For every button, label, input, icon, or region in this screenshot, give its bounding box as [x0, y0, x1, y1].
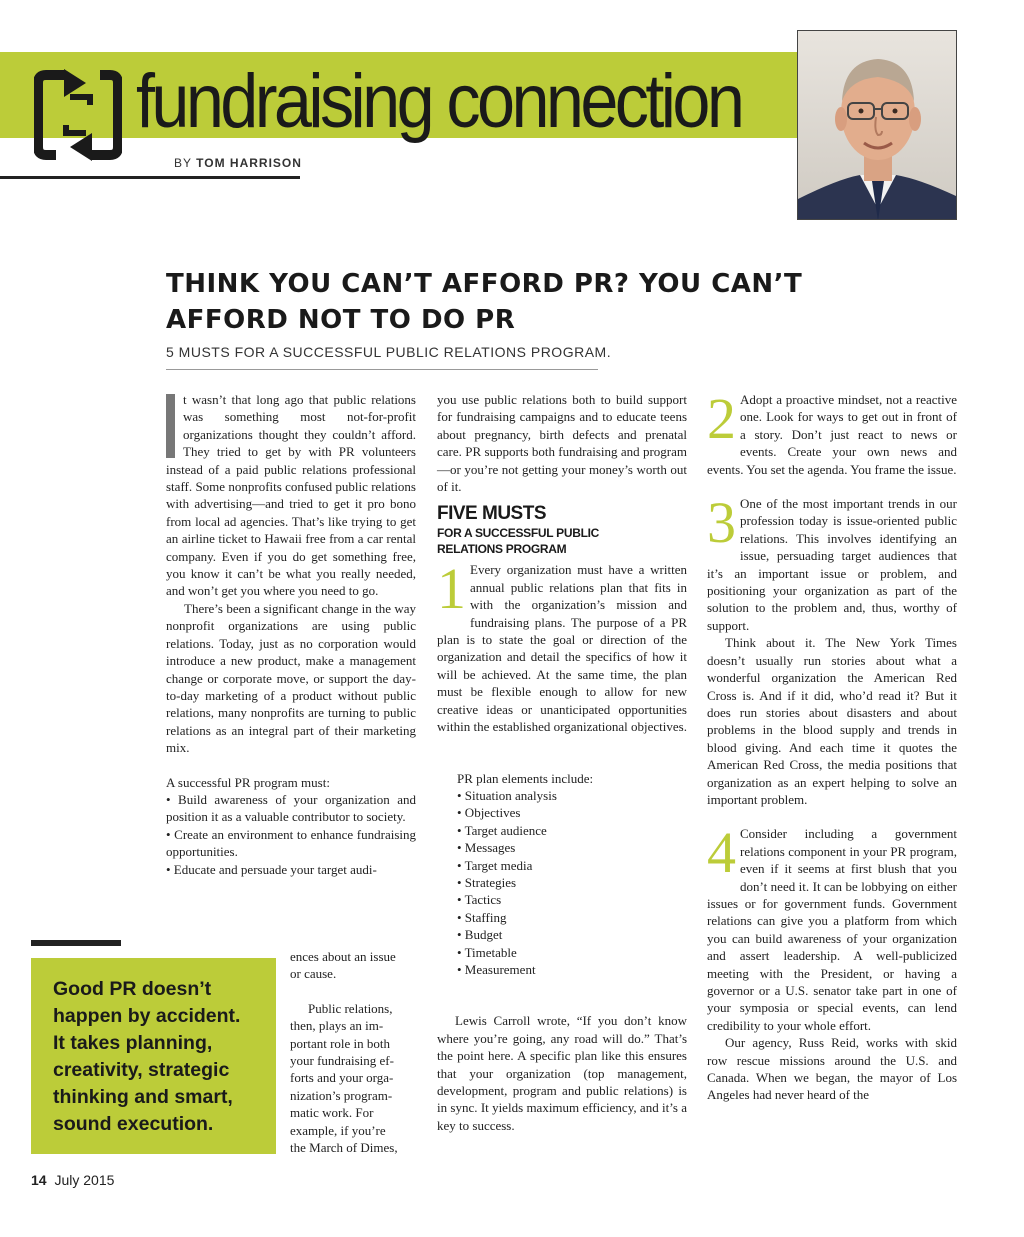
must-item-continued: ences about an issue [290, 949, 396, 964]
article-subhead: 5 MUSTS FOR A SUCCESSFUL PUBLIC RELATIONS PROGRAM. [166, 344, 612, 360]
plan-element-item: • Situation analysis [457, 787, 557, 803]
paragraph-line: then, plays an im- [290, 1018, 384, 1034]
must-item: • Build awareness of your organization and position it as a valuable contributor to society. [166, 791, 416, 825]
must-item-continued: or cause. [290, 966, 337, 982]
body-paragraph: Lewis Carroll wrote, “If you don’t know where you’re going, any road will do.” That’s the point here. A specific plan like this ensures that your organization (top management, development, program and public relations) is in sync. It yields maximum efficiency, and it’s a key to success. [437, 1013, 687, 1133]
must-4-paragraph: 4 Consider including a government relations component in your PR program, even if it seems at first blush that you don’t need it. It can be lobbying on either issues or for government funds. Government relations can give you a platform from which you can build awareness of your organization and assert leadership. A well-publicized meeting with the President, or having a governor or a U.S. senator take part in one of your symposia or special events, can lend credibility to your whole effort. [707, 820, 957, 1033]
refresh-arrows-icon [34, 69, 122, 161]
plan-element-item: • Measurement [457, 961, 536, 977]
pull-quote-line: Good PR doesn’t [53, 978, 212, 1000]
plan-element-item: • Objectives [457, 805, 521, 821]
plan-element-item: • Target media [457, 857, 533, 873]
plan-element-item: • Budget [457, 927, 503, 943]
subhead-rule [166, 369, 598, 370]
must-3-paragraph: 3 One of the most important trends in our profession today is issue-oriented public relations. This involves identifying an issue, persuading target audiences that it’s an important issue or problem, and positioning your organization as part of the solution to the problem and, thus, worthy of support. [707, 490, 957, 633]
public-relations-paragraph [290, 1000, 416, 1157]
column-3 [707, 386, 957, 1104]
number-3: 3 [707, 490, 736, 556]
page-number: 14 [31, 1172, 47, 1188]
paragraph-line: portant role in both [290, 1035, 391, 1051]
byline-author: TOM HARRISON [196, 156, 302, 170]
column-2 [437, 391, 687, 1134]
headline-line-1: THINK YOU CAN’T AFFORD PR? YOU CAN’T [166, 269, 803, 299]
pull-quote-rule [31, 940, 121, 946]
five-musts-subheading: FOR A SUCCESSFUL PUBLIC RELATIONS PROGRAM [437, 526, 599, 557]
body-paragraph: Our agency, Russ Reid, works with skid row rescue missions around the U.S. and Canada. When we began, the mayor of Los Angeles had never heard of the [707, 1035, 957, 1103]
body-paragraph: Think about it. The New York Times doesn’t usually run stories about what a wonderful organization the American Red Cross is. And if it did, who’d read it? But it does run stories about disasters and about problems in the blood supply and trends in blood giving. And each time it quotes the American Red Cross, the media positions that organization as an expert helping to solve an important problem. [707, 635, 957, 807]
must-intro: A successful PR program must: [166, 774, 330, 790]
must-item: • Educate and persuade your target audi- [166, 861, 377, 877]
plan-element-item: • Tactics [457, 892, 502, 908]
number-2: 2 [707, 386, 736, 451]
must-item: • Create an environment to enhance fundraising opportunities. [166, 826, 416, 860]
pull-quote [31, 958, 276, 1154]
header-rule [0, 176, 300, 179]
paragraph-line: matic work. For [290, 1105, 374, 1121]
section-title: fundraising connection [136, 59, 742, 144]
body-paragraph: There’s been a significant change in the way nonprofit organizations are using public relations. Today, just as no corporation would introduce a new product, make a management change or corporate move, or support the day-to-day marketing of a product without public relations, many nonprofits are turning to public relations as an integral part of their marketing mix. [166, 600, 416, 756]
byline-prefix: BY [174, 156, 192, 170]
pull-quote-line: It takes planning, [53, 1032, 213, 1054]
must-2-paragraph: 2 Adopt a proactive mindset, not a reactive one. Look for ways to get out in front of a story. Don’t just react to news or events. Create your own news and events. You set the agenda. You frame the issue. [707, 386, 957, 477]
paragraph-line: nization’s program- [290, 1087, 393, 1103]
headline-line-2: AFFORD NOT TO DO PR [166, 305, 516, 335]
paragraph-line: Public relations, [308, 1000, 393, 1016]
column-1-wrap [290, 948, 416, 1156]
drop-cap-bar [166, 394, 175, 458]
byline [174, 156, 302, 170]
number-4: 4 [707, 820, 736, 886]
intro-paragraph: t wasn’t that long ago that public relations was something most not-for-profit organizations thought they couldn’t afford. They tried to get by with PR volunteers instead of a paid public relations professional staff. Some nonprofits confused public relations with advertising—and tried to get it pro bono from local ad agencies. That’s like trying to get an airline ticket to Hawaii free from a car rental company. Even if you do get something free, you know it can’t be what you really needed, and won’t get you where you need to go. [166, 392, 416, 599]
plan-element-item: • Messages [457, 840, 516, 856]
author-photo [797, 30, 957, 220]
elements-intro: PR plan elements include: [457, 770, 594, 786]
pull-quote-line: sound execution. [53, 1113, 214, 1135]
body-paragraph: you use public relations both to build support for fundraising campaigns and to educate teens about pregnancy, birth defects and prenatal care. PR supports both fundraising and program—or you’re not getting your money’s worth out of it. [437, 392, 687, 495]
pull-quote-line: happen by accident. [53, 1005, 241, 1027]
paragraph-line: your fundraising ef- [290, 1053, 394, 1069]
plan-element-item: • Timetable [457, 944, 517, 960]
plan-elements-list [437, 787, 687, 978]
pull-quote-line: thinking and smart, [53, 1086, 233, 1108]
pull-quote-line: creativity, strategic [53, 1059, 230, 1081]
paragraph-line: example, if you’re [290, 1122, 386, 1138]
issue-date: July 2015 [54, 1172, 115, 1188]
five-musts-heading: FIVE MUSTS [437, 503, 547, 525]
paragraph-line: the March of Dimes, [290, 1140, 398, 1156]
page-footer [31, 1172, 114, 1188]
must-1-paragraph: 1 Every organization must have a written annual public relations plan that fits in with the organization’s mission and fundraising plans. The purpose of a PR plan is to state the goal or direction of the organization and detail the specifics of how it will be achieved. At the same time, the plan must be flexible enough to allow for new creative ideas or unanticipated opportunities within the established organizational objectives. [437, 556, 687, 735]
plan-element-item: • Strategies [457, 874, 517, 890]
plan-element-item: • Target audience [457, 822, 547, 838]
article-headline [166, 266, 866, 338]
column-1 [166, 391, 416, 878]
plan-element-item: • Staffing [457, 909, 507, 925]
number-1: 1 [437, 556, 466, 622]
paragraph-line: forts and your orga- [290, 1070, 394, 1086]
